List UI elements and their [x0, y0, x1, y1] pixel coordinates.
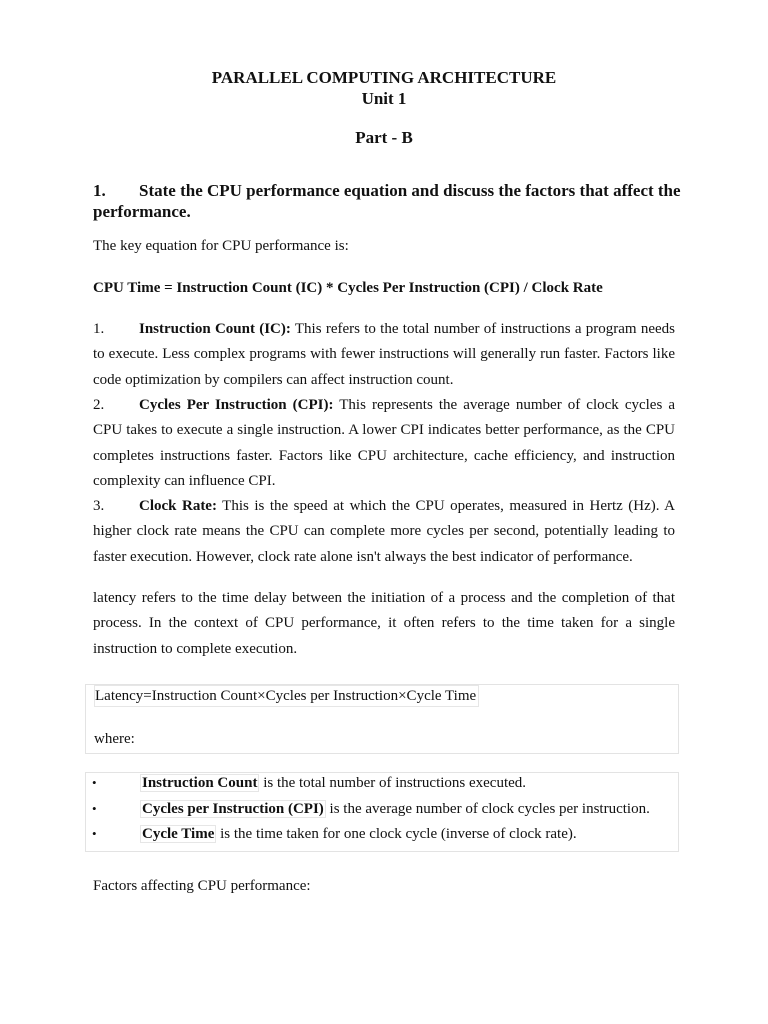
list-item — [93, 494, 675, 570]
unit-label: Unit 1 — [361, 89, 407, 108]
factors-heading: Factors affecting CPU performance: — [93, 878, 311, 894]
definition-item — [92, 799, 650, 819]
definition-term: Cycle Time — [142, 826, 215, 842]
list-item — [93, 317, 675, 393]
latency-formula: Latency=Instruction Count×Cycles per Instruction×Cycle Time — [94, 685, 479, 707]
definition-item — [92, 773, 526, 793]
definition-term: Cycles per Instruction (CPI) — [142, 801, 324, 817]
definition-text: is the average number of clock cycles per instruction. — [325, 801, 650, 817]
document-title: PARALLEL COMPUTING ARCHITECTURE — [211, 68, 557, 87]
item-text: This represents the average number of clock cycles a CPU takes to execute a single instruction. A lower CPI indicates better performance, as the CPU completes instructions faster. Factors like CPU architecture, cache efficiency, and instruction complexity can influence CPI. — [93, 397, 675, 489]
intro-text: The key equation for CPU performance is: — [93, 238, 349, 254]
question-heading — [93, 180, 683, 222]
cpu-equation: CPU Time = Instruction Count (IC) * Cycles Per Instruction (CPI) / Clock Rate — [93, 280, 603, 296]
item-text: This is the speed at which the CPU operates, measured in Hertz (Hz). A higher clock rate means the CPU can complete more cycles per second, potentially leading to faster execution. However, clock rate alone isn't always the best indicator of performance. — [93, 498, 675, 565]
where-label: where: — [94, 731, 135, 747]
question-text: State the CPU performance equation and discuss the factors that affect the performance. — [93, 181, 681, 221]
item-term: Instruction Count (IC): — [139, 321, 291, 337]
bullet-icon: • — [92, 775, 97, 790]
item-text: This refers to the total number of instructions a program needs to execute. Less complex programs with fewer instructions will generally run faster. Factors like code optimization by compilers can affect instruction count. — [93, 321, 675, 388]
formula-box — [85, 684, 679, 754]
list-item — [93, 393, 675, 494]
latency-paragraph: latency refers to the time delay between the initiation of a process and the completion of that process. In the context of CPU performance, it often refers to the time taken for a single instruction to complete execution. — [93, 590, 675, 657]
part-label: Part - B — [355, 128, 413, 147]
bullet-icon: • — [92, 801, 97, 816]
item-number: 1. — [93, 321, 105, 337]
definition-term: Instruction Count — [142, 775, 258, 791]
definition-text: is the total number of instructions executed. — [259, 775, 527, 791]
definitions-box — [85, 772, 679, 852]
item-number: 2. — [93, 397, 105, 413]
question-number: 1. — [93, 181, 106, 200]
definition-text: is the time taken for one clock cycle (inverse of clock rate). — [216, 826, 577, 842]
bullet-icon: • — [92, 826, 97, 841]
item-number: 3. — [93, 498, 105, 514]
item-term: Clock Rate: — [139, 498, 217, 514]
item-term: Cycles Per Instruction (CPI): — [139, 397, 334, 413]
definition-item — [92, 824, 577, 844]
